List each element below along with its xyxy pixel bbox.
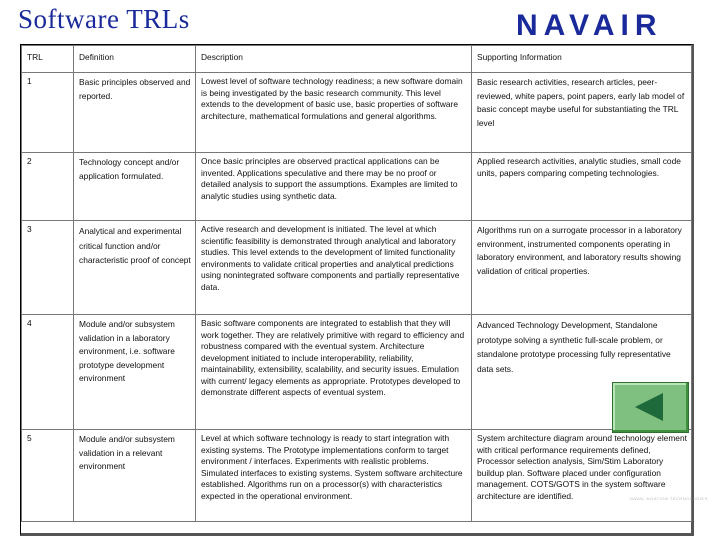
table-row	[22, 315, 692, 430]
header-trl: TRL	[22, 46, 74, 73]
trl-definition: Module and/or subsystem validation in a relevant environment	[74, 430, 196, 522]
back-arrow-icon	[635, 393, 665, 421]
trl-number: 2	[22, 153, 74, 221]
trl-number: 1	[22, 73, 74, 153]
trl-support: Basic research activities, research articles, peer-reviewed, white papers, point papers, early lab model of basic concept maybe useful for substantiating the TRL level	[472, 73, 692, 153]
table-row	[22, 73, 692, 153]
page-title: Software TRLs	[18, 4, 190, 34]
trl-number: 5	[22, 430, 74, 522]
table-row	[22, 430, 692, 522]
trl-table-frame	[20, 44, 694, 536]
table-header-row	[22, 46, 692, 73]
trl-support: Advanced Technology Development, Standalone prototype solving a synthetic full-scale problem, or standalone prototype processing fully representative data sets.	[472, 315, 692, 430]
trl-description: Level at which software technology is ready to start integration with existing systems. The Prototype implementations conform to target environment / interfaces. Experiments with realistic problems. Simulated interfaces to existing systems. System software architecture established. Algorithms run on a processor(s) with characteristics expected in the operational environment.	[196, 430, 472, 522]
trl-table	[21, 45, 692, 522]
back-button[interactable]	[612, 382, 689, 433]
trl-description: Lowest level of software technology readiness; a new software domain is being investigated by the basic research community. This level extends to the development of basic use, basic properties of software architecture, mathematical formulations and general algorithms.	[196, 73, 472, 153]
header-definition: Definition	[74, 46, 196, 73]
trl-support: Algorithms run on a surrogate processor in a laboratory environment, instrumented components operating in laboratory environment, and laboratory results showing validation of critical properties.	[472, 221, 692, 315]
watermark: NAVAL AVIATION TECHNOLOGIES	[630, 496, 708, 501]
trl-support: Applied research activities, analytic studies, small code units, papers comparing competing technologies.	[472, 153, 692, 221]
trl-definition: Technology concept and/or application formulated.	[74, 153, 196, 221]
trl-description: Active research and development is initiated. The level at which scientific feasibility is demonstrated through analytical and laboratory studies. This level extends to the development of limited functionality environments to validate critical properties and analytical predictions using nonintegrated software components and partially representative data.	[196, 221, 472, 315]
table-row	[22, 221, 692, 315]
trl-number: 4	[22, 315, 74, 430]
trl-definition: Basic principles observed and reported.	[74, 73, 196, 153]
navair-logo	[506, 8, 706, 40]
trl-description: Once basic principles are observed practical applications can be invented. Applications speculative and there may be no proof or detailed analysis to support the assumptions. Examples are limited to analytic studies using synthetic data.	[196, 153, 472, 221]
trl-description: Basic software components are integrated to establish that they will work together. They are relatively primitive with regard to efficiency and robustness compared with the eventual system. Architecture development initiated to include interoperability, reliability, maintainability, extensibility, scalability, and security issues. Emulation with current/ legacy elements as appropriate. Prototypes developed to demonstrate different aspects of eventual system.	[196, 315, 472, 430]
table-row	[22, 153, 692, 221]
logo-text: NAVAIR	[516, 9, 663, 40]
trl-definition: Analytical and experimental critical function and/or characteristic proof of concept	[74, 221, 196, 315]
header-description: Description	[196, 46, 472, 73]
header-supporting-information: Supporting Information	[472, 46, 692, 73]
trl-number: 3	[22, 221, 74, 315]
trl-definition: Module and/or subsystem validation in a laboratory environment, i.e. software prototype development environment	[74, 315, 196, 430]
trl-support: System architecture diagram around technology element with critical performance requirements defined, Processor selection analysis, Sim/Stim Laboratory buildup plan. Software placed under configuration management. COTS/GOTS in the system software architecture are identified.	[472, 430, 692, 522]
